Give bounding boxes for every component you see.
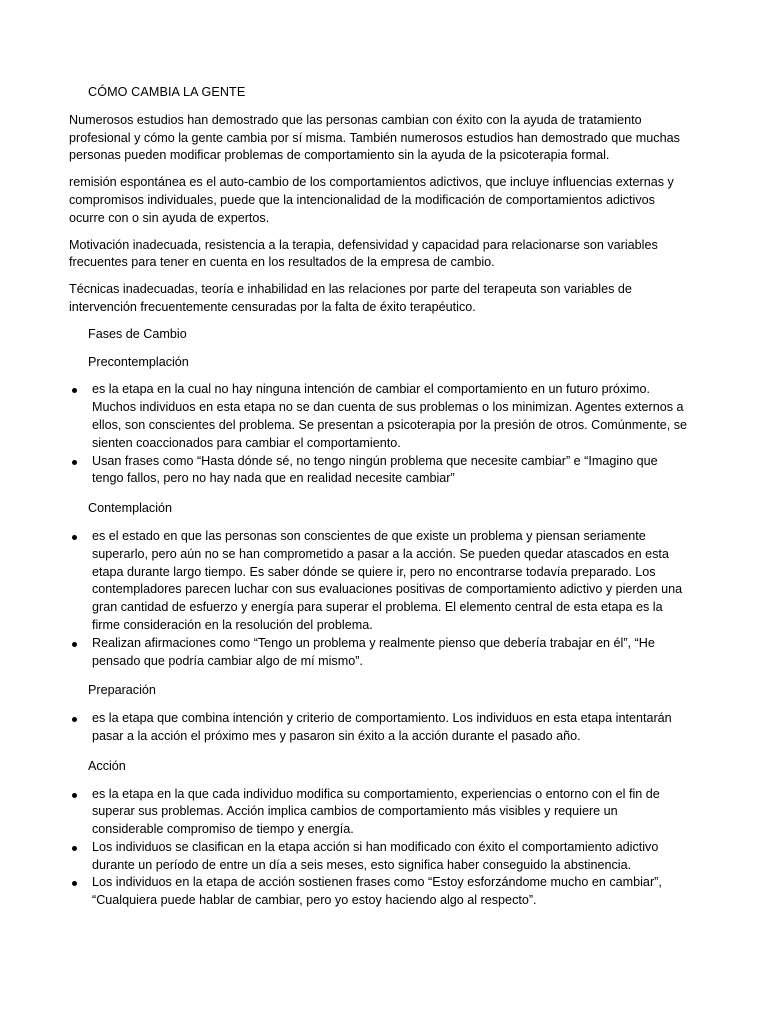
section-heading-preparacion: Preparación <box>88 683 156 698</box>
intro-paragraph: Motivación inadecuada, resistencia a la terapia, defensividad y capacidad para relacionarse son variables frecuentes para tener en cuenta en los resultados de la empresa de cambio. <box>69 237 658 270</box>
intro-paragraph: Técnicas inadecuadas, teoría e inhabilidad en las relaciones por parte del terapeuta son variables de intervención frecuentemente censuradas por la falta de éxito terapéutico. <box>69 282 632 314</box>
intro-paragraph: remisión espontánea es el auto-cambio de los comportamientos adictivos, que incluye influencias externas y compromisos individuales, puede que la intencionalidad de la modificación de comportamientos adictivos ocurre con o sin ayuda de expertos. <box>69 175 674 225</box>
section-heading-accion: Acción <box>88 758 126 773</box>
bullet-icon <box>72 793 77 798</box>
bullet-icon <box>72 460 77 465</box>
list-item-text: Los individuos se clasifican en la etapa acción si han modificado con éxito el comportamiento adictivo durante un período de entre un día a seis meses, esto significa haber conseguido la abstinencia. <box>92 839 659 872</box>
bullet-list-contemplacion <box>69 528 689 670</box>
list-item-text: Realizan afirmaciones como “Tengo un problema y realmente pienso que debería trabajar en él”, “He pensado que podría cambiar algo de mí mismo”. <box>92 635 655 668</box>
list-item <box>69 528 689 635</box>
bullet-icon <box>72 717 77 722</box>
list-item-text: es la etapa que combina intención y criterio de comportamiento. Los individuos en esta etapa intentarán pasar a la acción el próximo mes y pasaron sin éxito a la acción durante el pasado año. <box>92 711 672 743</box>
list-item <box>69 381 689 452</box>
document-title: CÓMO CAMBIA LA GENTE <box>88 85 246 99</box>
list-item-text: es la etapa en la cual no hay ninguna intención de cambiar el comportamiento en un futuro próximo. Muchos individuos en esta etapa no se dan cuenta de sus problemas o los minimizan. Agentes externos a ellos, son conscientes del problema. Se presentan a psicoterapia por la presión de otros. Comúnmente, se sienten coaccionados para cambiar el comportamiento. <box>92 382 688 450</box>
list-item <box>69 874 689 910</box>
bullet-list-accion <box>69 786 689 911</box>
section-heading-contemplacion: Contemplación <box>88 501 173 516</box>
bullet-icon <box>72 881 77 886</box>
phases-heading: Fases de Cambio <box>88 326 187 341</box>
intro-paragraph: Numerosos estudios han demostrado que las personas cambian con éxito con la ayuda de tratamiento profesional y cómo la gente cambia por sí misma. También numerosos estudios han demostrado que muchas personas pueden modificar problemas de comportamiento sin la ayuda de la psicoterapia formal. <box>69 112 680 163</box>
document-body <box>69 84 689 922</box>
list-item-text: es el estado en que las personas son conscientes de que existe un problema y piensan seriamente superarlo, pero aún no se han comprometido a pasar a la acción. Se pueden quedar atascados en esta etapa durante largo tiempo. Es saber dónde se quiere ir, pero no encontrarse todavía preparado. Los contempladores parecen luchar con sus evaluaciones positivas de comportamiento adictivo y pierden una gran cantidad de esfuerzo y energía para superar el problema. El elemento central de esta etapa es la firme consideración en la resolución del problema. <box>92 528 683 632</box>
bullet-icon <box>72 642 77 647</box>
bullet-icon <box>72 388 77 393</box>
list-item <box>69 839 689 875</box>
list-item <box>69 710 689 746</box>
list-item-text: Usan frases como “Hasta dónde sé, no tengo ningún problema que necesite cambiar” e “Imagino que tengo fallos, pero no hay nada que en realidad necesite cambiar” <box>92 453 658 486</box>
bullet-list-preparacion <box>69 710 689 746</box>
section-heading-precontemplacion: Precontemplación <box>88 354 189 369</box>
list-item <box>69 453 689 489</box>
list-item <box>69 635 689 671</box>
bullet-list-precontemplacion <box>69 381 689 488</box>
bullet-icon <box>72 535 77 540</box>
list-item-text: Los individuos en la etapa de acción sostienen frases como “Estoy esforzándome mucho en cambiar”, “Cualquiera puede hablar de cambiar, pero yo estoy haciendo algo al respecto”. <box>92 875 662 908</box>
list-item-text: es la etapa en la que cada individuo modifica su comportamiento, experiencias o entorno con el fin de superar sus problemas. Acción implica cambios de comportamiento más visibles y requiere un considerable compromiso de tiempo y energía. <box>92 786 660 837</box>
bullet-icon <box>72 846 77 851</box>
list-item <box>69 786 689 839</box>
